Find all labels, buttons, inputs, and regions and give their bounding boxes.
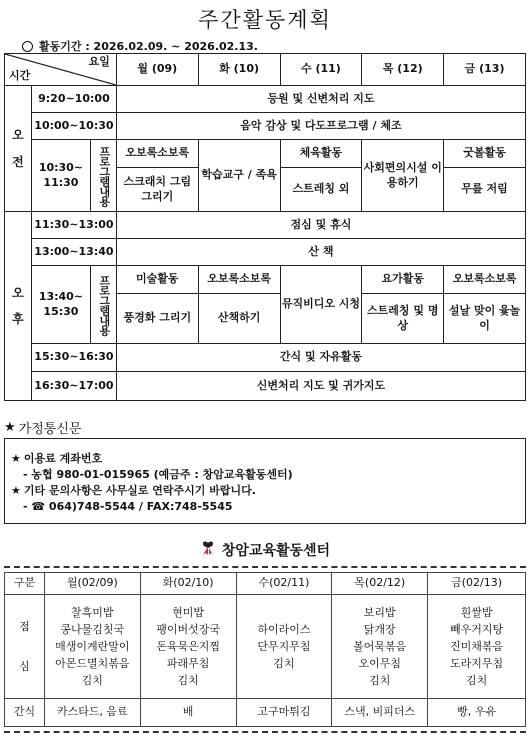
activity-detail: 스크래치 그림 그리기 [116, 168, 198, 212]
menu-header-cell: 구분 [5, 573, 45, 595]
time-cell: 9:20~10:00 [31, 86, 116, 113]
menu-item: 진미채볶음 [450, 639, 504, 653]
menu-item: 찰흑미밥 [71, 605, 114, 619]
header-sigan: 시간 [9, 69, 31, 83]
am-label [5, 86, 32, 212]
lunch-menu-tue [140, 595, 236, 699]
activity-cell: 사회편의시설 이용하기 [362, 140, 444, 212]
snack-menu-wed: 고구마튀김 [236, 699, 332, 727]
activity-title: 오보록소보록 [116, 140, 198, 168]
activity-detail: 산책하기 [198, 294, 280, 344]
pm-label [5, 212, 32, 401]
center-name [0, 540, 530, 560]
menu-item: 아몬드멸치볶음 [55, 657, 130, 671]
star-icon: ★ [4, 420, 16, 435]
meal-menu-table [4, 572, 526, 727]
menu-header-cell: 금(02/13) [428, 573, 526, 595]
menu-item: 흰쌀밥 [460, 605, 493, 619]
snack-label: 간식 [5, 699, 45, 727]
star-icon: ★ [11, 452, 21, 465]
snack-menu-thu: 스낵, 비피더스 [332, 699, 428, 727]
activity-detail: 무릎 저림 [444, 168, 526, 212]
notice-line [11, 451, 519, 467]
activity-detail: 스트레칭 및 명상 [362, 294, 444, 344]
center-name-text: 창암교육활동센터 [221, 543, 331, 559]
menu-item: 콩나물김칫국 [60, 622, 125, 636]
notice-box [4, 438, 526, 524]
ribbon-icon [200, 540, 216, 560]
activity-title: 오보록소보록 [444, 266, 526, 294]
notice-line [11, 483, 519, 499]
lunch-menu-thu [332, 595, 428, 699]
menu-item: 김치 [465, 674, 488, 688]
menu-item: 파래무침 [166, 657, 210, 671]
header-day-thu: 목 (12) [362, 54, 444, 86]
notice-text: 기타 문의사항은 사무실로 연락주시기 바랍니다. [23, 483, 256, 497]
schedule-cell: 점심 및 휴식 [116, 212, 525, 239]
star-icon: ★ [11, 483, 21, 497]
lunch-menu-wed [236, 595, 332, 699]
schedule-cell: 음악 감상 및 다도프로그램 / 체조 [116, 113, 525, 140]
menu-item: 닭개장 [363, 622, 396, 636]
activity-detail: 풍경화 그리기 [116, 294, 198, 344]
menu-header-cell: 화(02/10) [140, 573, 236, 595]
header-yoil: 요일 [88, 55, 110, 68]
activity-title: 요가활동 [362, 266, 444, 294]
menu-item: 돈육묵은지찜 [156, 639, 220, 653]
notice-text: - ☎ 064)748-5544 / FAX:748-5545 [23, 499, 233, 513]
header-day-fri: 금 (13) [444, 54, 526, 86]
menu-item: 보리밥 [363, 605, 396, 619]
menu-item: 매생이계란말이 [55, 639, 130, 653]
menu-item: 도라지무침 [450, 657, 504, 671]
time-cell: 13:00~13:40 [31, 239, 116, 266]
snack-menu-tue: 배 [140, 699, 236, 727]
notice-line [11, 499, 519, 515]
menu-item: 김치 [369, 674, 391, 688]
time-cell: 11:30~13:00 [31, 212, 116, 239]
weekly-schedule-table [4, 53, 526, 401]
lunch-label-char: 점 [19, 619, 30, 633]
header-day-wed: 수 (11) [280, 54, 362, 86]
menu-item: 하이라이스 [257, 622, 311, 636]
time-cell: 10:00~10:30 [31, 113, 116, 140]
menu-item: 오이무침 [358, 657, 401, 671]
menu-item: 팽이버섯장국 [156, 622, 220, 636]
lunch-label-char: 심 [19, 659, 30, 673]
am-label-char: 오 [12, 128, 24, 143]
notice-line [11, 467, 519, 483]
notice-heading [4, 418, 81, 437]
pm-label-char: 오 [12, 285, 24, 300]
notice-text: 이용료 계좌번호 [23, 452, 103, 465]
lunch-menu-mon [44, 595, 140, 699]
schedule-cell: 신변처리 지도 및 귀가지도 [116, 372, 525, 401]
activity-title: 체육활동 [280, 140, 362, 168]
menu-item: 현미밥 [172, 605, 205, 619]
header-day-tue: 화 (10) [198, 54, 280, 86]
notice-heading-text: 가정통신문 [18, 422, 82, 437]
activity-detail: 스트레칭 외 [280, 168, 362, 212]
time-cell: 10:30~ 11:30 [31, 140, 90, 212]
menu-header-cell: 수(02/11) [236, 573, 332, 595]
program-label: 프로그램내용 [90, 266, 116, 344]
activity-period [22, 38, 258, 54]
activity-title: 오보록소보록 [198, 266, 280, 294]
activity-cell: 학습교구 / 족욕 [198, 140, 280, 212]
activity-title: 굿볼활동 [444, 140, 526, 168]
snack-menu-mon: 카스타드, 음료 [44, 699, 140, 727]
activity-detail: 설날 맞이 윷놀이 [444, 294, 526, 344]
activity-cell: 뮤직비디오 시청 [280, 266, 362, 344]
menu-header-cell: 목(02/12) [332, 573, 428, 595]
schedule-cell: 간식 및 자유활동 [116, 344, 525, 372]
menu-item: 빼우거지탕 [450, 622, 504, 636]
header-diagonal-cell [5, 54, 117, 86]
activity-period-text: 활동기간 : 2026.02.09. ~ 2026.02.13. [39, 40, 258, 53]
activity-title: 미술활동 [116, 266, 198, 294]
schedule-cell: 등원 및 신변처리 지도 [116, 86, 525, 113]
menu-header-cell: 월(02/09) [44, 573, 140, 595]
menu-item: 단무지무침 [257, 639, 311, 653]
circle-icon [22, 41, 33, 52]
program-label: 프로그램내용 [90, 140, 116, 212]
time-cell: 15:30~16:30 [31, 344, 116, 372]
page-title: 주간활동계획 [198, 8, 332, 32]
header-day-mon: 월 (09) [116, 54, 198, 86]
schedule-cell: 산 책 [116, 239, 525, 266]
menu-item: 볼어묵볶음 [353, 639, 407, 653]
time-cell: 13:40~ 15:30 [31, 266, 90, 344]
menu-item: 김치 [177, 674, 199, 688]
notice-text: - 농협 980-01-015965 (예금주 : 창암교육활동센터) [23, 467, 293, 481]
snack-menu-fri: 빵, 우유 [428, 699, 526, 727]
lunch-menu-fri [428, 595, 526, 699]
am-label-char: 전 [12, 154, 24, 169]
pm-label-char: 후 [12, 312, 24, 326]
time-cell: 16:30~17:00 [31, 372, 116, 401]
lunch-label [5, 595, 45, 699]
menu-item: 김치 [273, 657, 295, 671]
menu-item: 김치 [81, 674, 103, 688]
